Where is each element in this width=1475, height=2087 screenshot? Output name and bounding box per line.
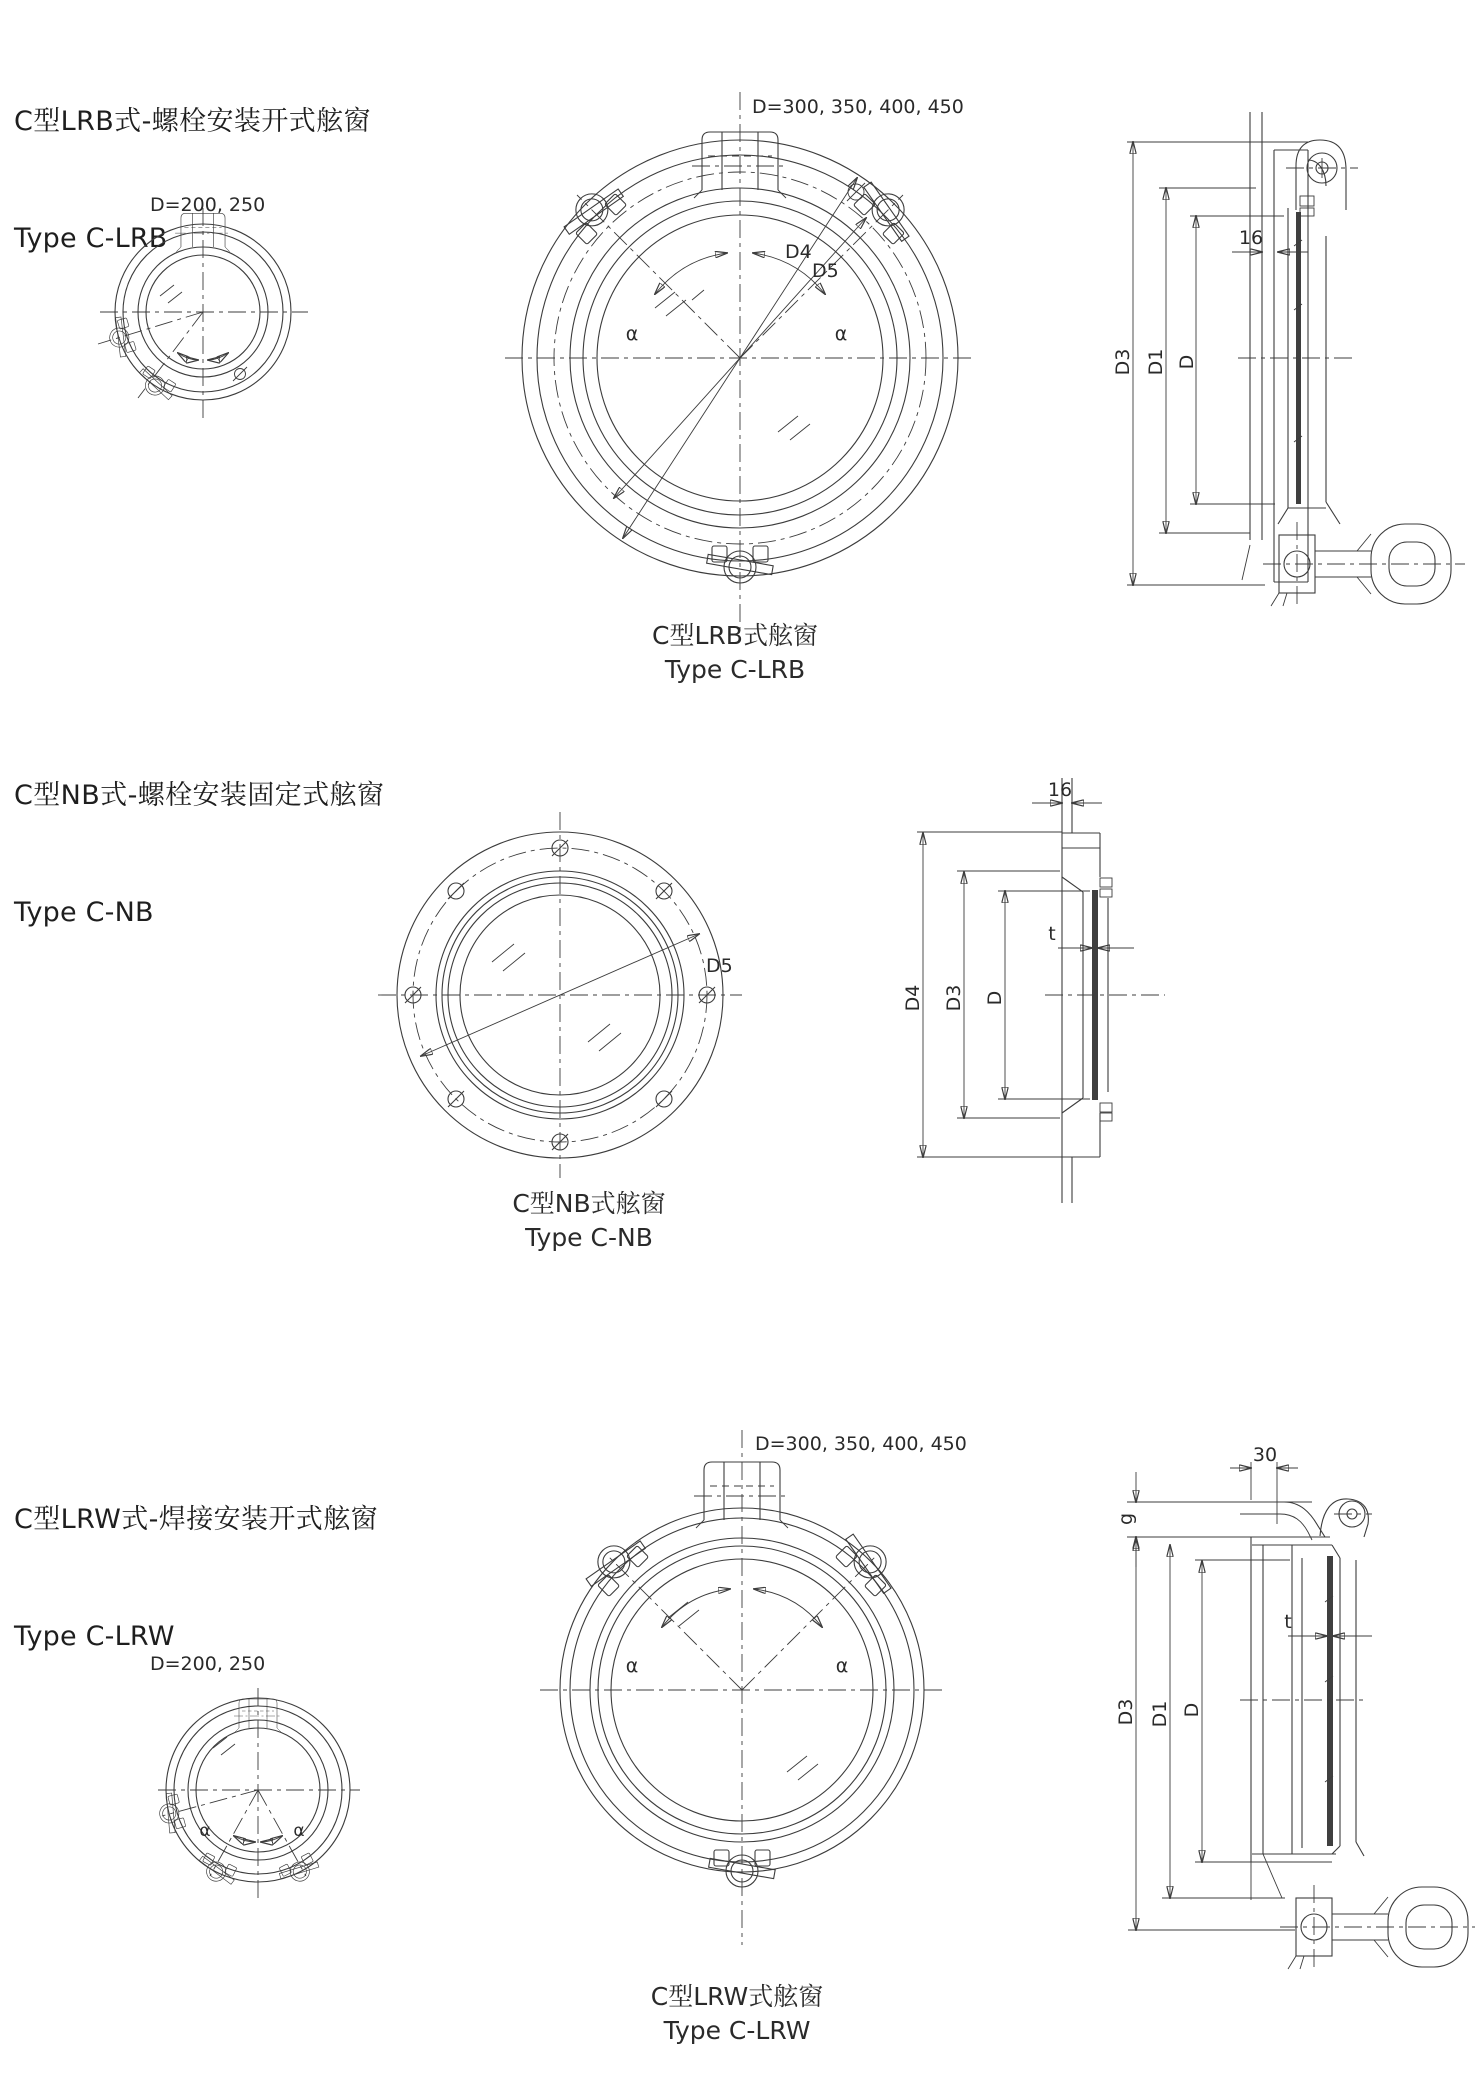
nb-caption-zh: C型NB式舷窗 xyxy=(512,1189,666,1218)
lrb-section-drawing xyxy=(98,92,1465,684)
title-lrw-zh: C型LRW式-焊接安装开式舷窗 xyxy=(14,1504,378,1535)
lrb-large-diameter-label: D=300, 350, 400, 450 xyxy=(752,96,964,118)
nb-front-view xyxy=(378,812,742,1252)
lrw-front-small xyxy=(150,1653,360,1898)
glass-hatch xyxy=(655,290,704,316)
dim-label-d5: D5 xyxy=(706,955,733,977)
clamp-assembly xyxy=(133,364,179,404)
title-nb-en: Type C-NB xyxy=(14,897,154,928)
dim-label-t: t xyxy=(1284,1611,1292,1633)
dim-label-16: 16 xyxy=(1047,779,1073,801)
swing-bolt-detail xyxy=(1280,1885,1475,1969)
dim-label-alpha-right: α xyxy=(835,1655,849,1677)
lrb-front-large xyxy=(505,92,975,684)
hinge-lug xyxy=(1320,1499,1372,1537)
dim-label-t: t xyxy=(1048,923,1056,945)
glass-hatch xyxy=(778,416,810,440)
lrw-small-diameter-label: D=200, 250 xyxy=(150,1653,266,1675)
title-nb-zh: C型NB式-螺栓安装固定式舷窗 xyxy=(14,780,385,811)
dim-label-d: D xyxy=(984,990,1006,1006)
dim-label-d: D xyxy=(1181,1702,1203,1718)
lrw-front-large xyxy=(540,1430,967,2045)
lrb-front-small xyxy=(98,194,308,418)
nb-caption-en: Type C-NB xyxy=(525,1223,653,1252)
lrb-caption-zh: C型LRB式舷窗 xyxy=(652,621,818,650)
clamp-assembly xyxy=(104,315,137,360)
bolt-dia-mark xyxy=(847,183,865,201)
lrw-section-drawing xyxy=(150,1430,1475,2045)
dim-label-g: g xyxy=(1115,1512,1137,1526)
glass-hatch xyxy=(492,944,525,971)
dim-label-d3: D3 xyxy=(1115,1698,1137,1726)
title-lrb-en: Type C-LRB xyxy=(14,223,168,254)
clamp-assembly xyxy=(709,1850,776,1887)
glass-hatch xyxy=(588,1024,621,1051)
dim-label-d4: D4 xyxy=(785,241,812,263)
lrw-side-view xyxy=(1115,1444,1475,1969)
dim-label-16: 16 xyxy=(1238,227,1264,249)
glass-hatch xyxy=(213,1737,235,1755)
dim-label-d1: D1 xyxy=(1145,348,1167,376)
lrb-small-diameter-label: D=200, 250 xyxy=(150,194,266,216)
title-lrb-zh: C型LRB式-螺栓安装开式舷窗 xyxy=(14,106,371,137)
swing-bolt-detail xyxy=(1263,522,1465,606)
dim-label-d5: D5 xyxy=(812,260,839,282)
dim-label-alpha-right: α xyxy=(834,323,848,345)
dim-label-d3: D3 xyxy=(943,984,965,1012)
lrb-side-view xyxy=(1112,112,1465,606)
nb-side-view xyxy=(902,778,1165,1203)
title-lrw-en: Type C-LRW xyxy=(14,1621,175,1652)
nb-section-drawing xyxy=(378,778,1165,1252)
glass-hatch xyxy=(160,285,182,303)
lrw-caption-en: Type C-LRW xyxy=(663,2016,811,2045)
lrw-caption-zh: C型LRW式舷窗 xyxy=(650,1982,824,2011)
dim-label-d1: D1 xyxy=(1149,1700,1171,1728)
dim-label-alpha-small-right: α xyxy=(293,1821,305,1841)
dim-label-30: 30 xyxy=(1252,1444,1278,1466)
dim-label-d3: D3 xyxy=(1112,348,1134,376)
glass-hatch xyxy=(668,1602,699,1626)
dim-label-alpha-small-left: α xyxy=(199,1821,211,1841)
dim-label-d: D xyxy=(1176,354,1198,370)
dim-label-alpha-left: α xyxy=(625,1655,639,1677)
clamp-assembly xyxy=(155,1791,187,1835)
dim-label-alpha-left: α xyxy=(625,323,639,345)
dim-label-d4: D4 xyxy=(902,984,924,1012)
lrb-caption-en: Type C-LRB xyxy=(664,655,806,684)
glass-hatch xyxy=(787,1756,818,1780)
lrw-large-diameter-label: D=300, 350, 400, 450 xyxy=(755,1433,967,1455)
